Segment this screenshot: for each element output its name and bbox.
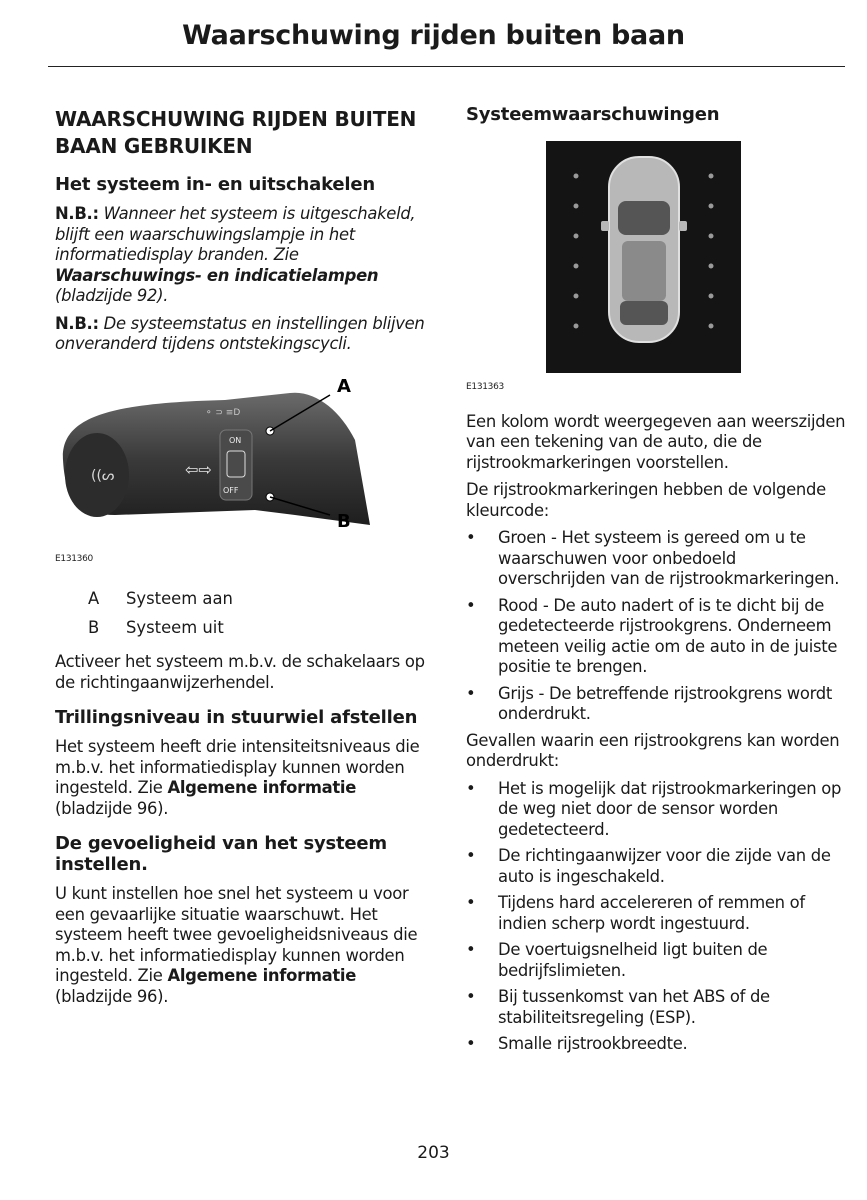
legend bbox=[55, 589, 435, 638]
bullet-icon: • bbox=[466, 940, 476, 959]
activate-paragraph: Activeer het systeem m.b.v. de schakelaars op de richtingaanwijzerhendel. bbox=[55, 652, 425, 692]
bullet-icon: • bbox=[466, 595, 476, 615]
figure-lane-display bbox=[466, 141, 846, 398]
list-item-text: Rood - De auto nadert of is te dicht bij de gedetecteerde rijstrookgrens. Onderneem meteen veilig actie om de auto in de juiste positie te brengen. bbox=[498, 595, 838, 676]
bullet-icon: • bbox=[466, 528, 476, 547]
list-item bbox=[466, 779, 846, 841]
column-paragraph: Een kolom wordt weergegeven aan weerszijden van een tekening van de auto, die de rijstrookmarkeringen voorstellen. bbox=[466, 411, 846, 472]
legend-key: A bbox=[88, 589, 100, 608]
left-column bbox=[55, 100, 435, 1014]
switch-off-label: OFF bbox=[223, 485, 239, 495]
color-code-paragraph: De rijstrookmarkeringen hebben de volgende kleurcode: bbox=[466, 480, 826, 520]
lane-assist-icon: ((ᔕ bbox=[91, 467, 115, 484]
list-item bbox=[466, 987, 846, 1028]
switch-on-label: ON bbox=[229, 435, 242, 445]
list-item-text: Groen - Het systeem is gereed om u te waarschuwen voor onbedoeld overschrijden van de rijstrookmarkeringen. bbox=[498, 528, 840, 588]
note-text: De systeemstatus en instellingen blijven onveranderd tijdens ontstekingscycli. bbox=[55, 313, 425, 353]
paragraph-text: Het systeem heeft drie intensiteitsniveaus die m.b.v. het informatiedisplay kunnen worden ingesteld. Zie bbox=[55, 737, 420, 797]
callout-b-label: B bbox=[337, 510, 351, 532]
list-item bbox=[466, 1034, 846, 1055]
bullet-icon: • bbox=[466, 1034, 476, 1053]
list-item-text: De richtingaanwijzer voor die zijde van de auto is ingeschakeld. bbox=[498, 846, 831, 886]
legend-text: Systeem aan bbox=[126, 589, 233, 608]
section-heading-sensitivity: De gevoeligheid van het systeem instellen. bbox=[55, 833, 387, 875]
note-label: N.B.: bbox=[55, 313, 99, 333]
list-item bbox=[466, 846, 846, 887]
bullet-icon: • bbox=[466, 778, 476, 798]
legend-key: B bbox=[88, 617, 100, 637]
turn-arrows-icon: ⇦⇨ bbox=[185, 459, 212, 479]
page-reference: (bladzijde 92). bbox=[55, 286, 169, 305]
sensitivity-paragraph bbox=[55, 884, 435, 1007]
callout-a-label: A bbox=[337, 375, 351, 397]
page-reference: (bladzijde 96). bbox=[55, 986, 169, 1006]
right-column bbox=[466, 100, 846, 1061]
note-text: Wanneer het systeem is uitgeschakeld, blijft een waarschuwingslampje in het informatiedisplay branden. Zie bbox=[55, 204, 416, 264]
note-1 bbox=[55, 204, 435, 307]
list-item-text: Grijs - De betreffende rijstrookgrens wordt onderdrukt. bbox=[498, 683, 832, 723]
list-item bbox=[466, 596, 846, 678]
page-number: 203 bbox=[417, 1143, 450, 1163]
bullet-icon: • bbox=[466, 893, 476, 912]
paragraph-text: U kunt instellen hoe snel het systeem u voor een gevaarlijke situatie waarschuwt. Het systeem heeft twee gevoeligheidsniveaus die m.b.v. het informatiedisplay kunnen worden ingesteld. Zie bbox=[55, 884, 418, 985]
bullet-icon: • bbox=[466, 683, 476, 703]
list-item bbox=[466, 940, 846, 981]
color-list bbox=[466, 528, 846, 725]
section-heading-vibration: Trillingsniveau in stuurwiel afstellen bbox=[55, 707, 418, 728]
list-item bbox=[466, 684, 846, 725]
list-item-text: Tijdens hard accelereren of remmen of indien scherp wordt ingestuurd. bbox=[498, 893, 805, 933]
cross-reference-link[interactable]: Algemene informatie bbox=[167, 966, 357, 985]
turn-signal-stalk-illustration bbox=[55, 375, 375, 545]
section-heading-toggle: Het systeem in- en uitschakelen bbox=[55, 174, 375, 195]
main-heading: WAARSCHUWING RIJDEN BUITEN BAAN GEBRUIKEN bbox=[55, 107, 417, 158]
list-item-text: Smalle rijstrookbreedte. bbox=[498, 1034, 688, 1053]
page-reference: (bladzijde 96). bbox=[55, 798, 169, 818]
list-item bbox=[466, 528, 846, 590]
cases-list bbox=[466, 779, 846, 1055]
bullet-icon: • bbox=[466, 987, 476, 1006]
figure-code: E131360 bbox=[55, 553, 93, 564]
lane-display-illustration bbox=[466, 141, 846, 373]
note-2 bbox=[55, 314, 435, 355]
car-top-view-icon bbox=[601, 157, 687, 342]
figure-stalk bbox=[55, 375, 435, 570]
legend-row bbox=[55, 618, 435, 639]
note-label: N.B.: bbox=[55, 204, 99, 223]
legend-row bbox=[55, 589, 435, 610]
cross-reference-link[interactable]: Algemene informatie bbox=[167, 778, 357, 797]
page-title: Waarschuwing rijden buiten baan bbox=[182, 20, 685, 51]
cross-reference-link[interactable]: Waarschuwings- en indicatielampen bbox=[55, 265, 379, 285]
suppression-paragraph: Gevallen waarin een rijstrookgrens kan worden onderdrukt: bbox=[466, 730, 840, 770]
legend-text: Systeem uit bbox=[126, 617, 224, 637]
section-heading-warnings: Systeemwaarschuwingen bbox=[466, 104, 720, 125]
list-item bbox=[466, 893, 846, 934]
figure-code: E131363 bbox=[466, 382, 504, 392]
list-item-text: De voertuigsnelheid ligt buiten de bedrijfslimieten. bbox=[498, 940, 768, 980]
headlight-icon: ⚬ ⊃ ≡D bbox=[205, 407, 241, 418]
bullet-icon: • bbox=[466, 846, 476, 865]
list-item-text: Bij tussenkomst van het ABS of de stabiliteitsregeling (ESP). bbox=[498, 987, 770, 1027]
vibration-paragraph bbox=[55, 737, 435, 819]
list-item-text: Het is mogelijk dat rijstrookmarkeringen op de weg niet door de sensor worden gedetecteerd. bbox=[498, 778, 842, 839]
header-divider bbox=[48, 66, 845, 67]
